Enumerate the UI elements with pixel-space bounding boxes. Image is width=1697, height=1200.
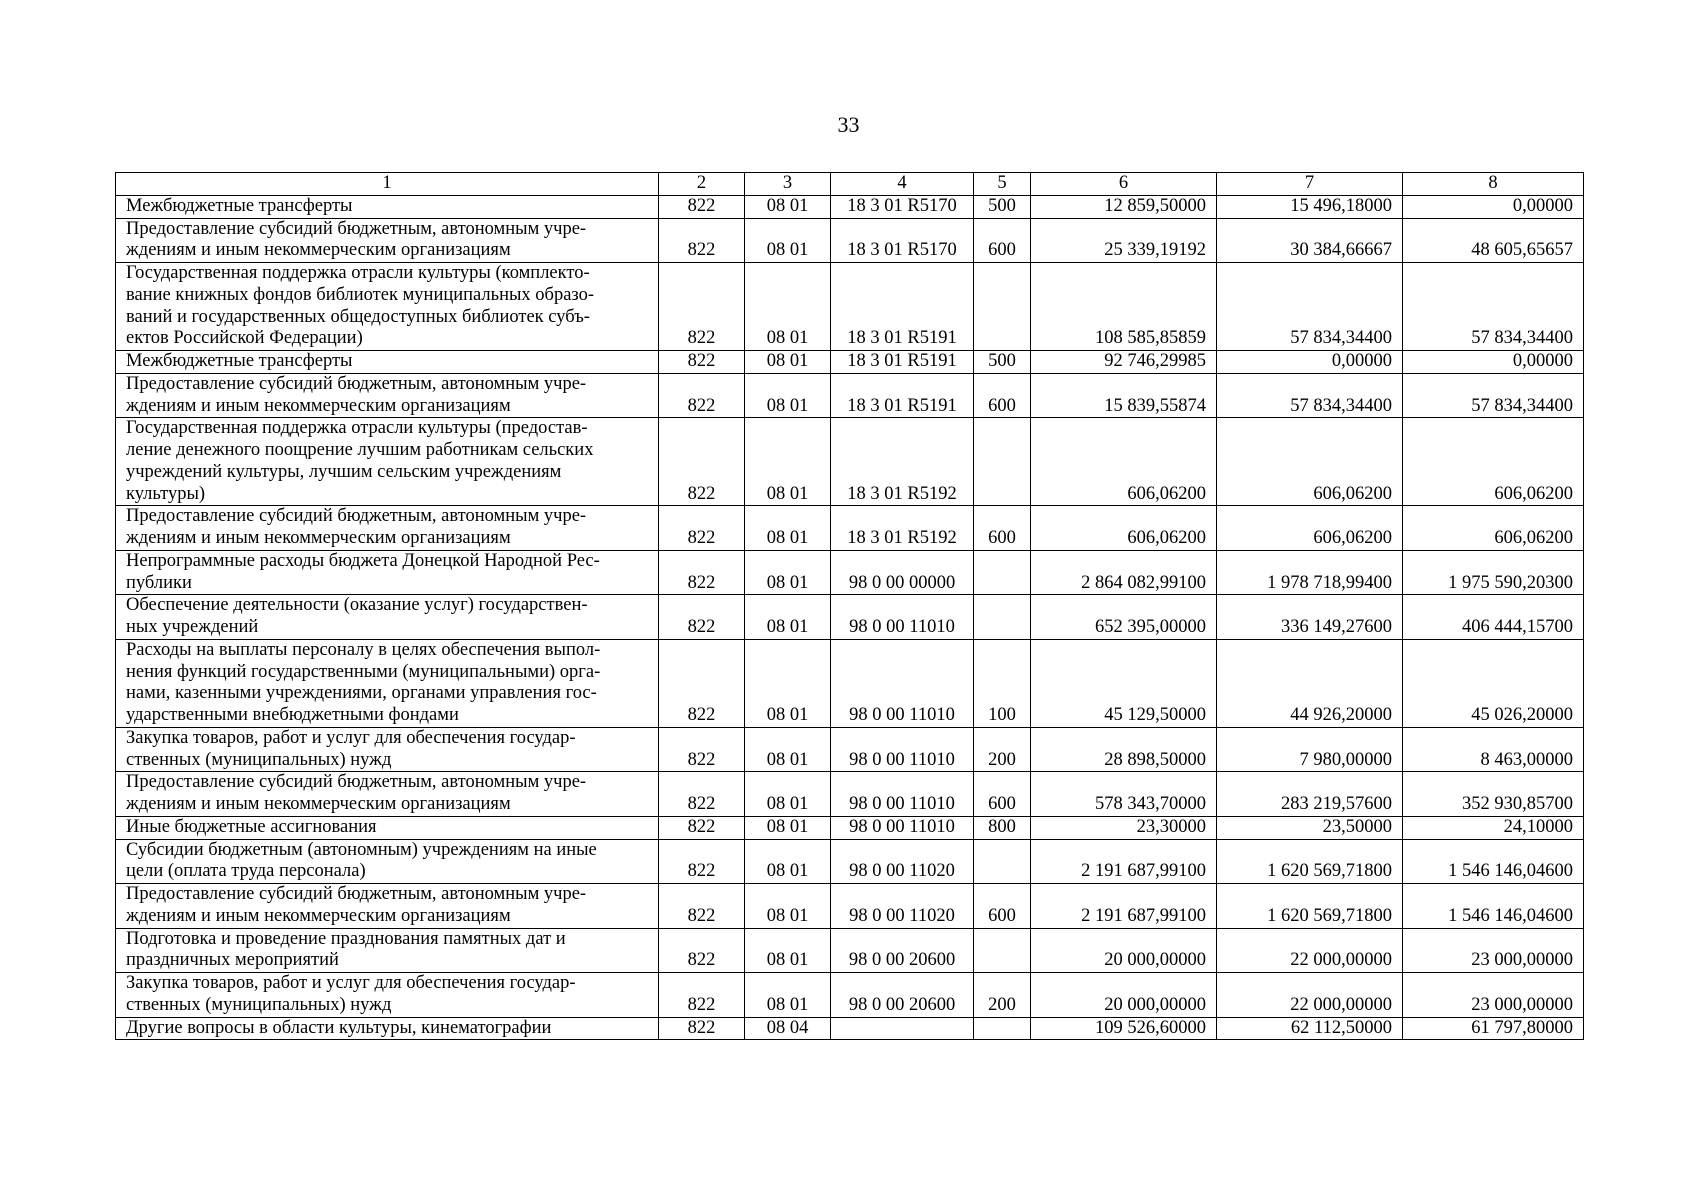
amount-col8-cell: 352 930,85700 xyxy=(1403,772,1584,817)
expense-name-cell xyxy=(116,351,659,374)
target-article-cell: 98 0 00 11020 xyxy=(831,839,974,884)
subsection-code-cell: 08 01 xyxy=(745,973,831,1018)
table-row xyxy=(116,727,1584,772)
table-row xyxy=(116,351,1584,374)
section-code-cell: 822 xyxy=(659,418,745,506)
amount-col7-cell: 57 834,34400 xyxy=(1217,373,1403,418)
amount-col6-cell: 606,06200 xyxy=(1031,506,1217,551)
amount-col8-cell: 0,00000 xyxy=(1403,195,1584,218)
amount-col8-cell: 45 026,20000 xyxy=(1403,639,1584,727)
table-row xyxy=(116,973,1584,1018)
table-row xyxy=(116,418,1584,506)
expense-name-cell xyxy=(116,550,659,595)
column-number-row xyxy=(116,173,1584,196)
subsection-code-cell: 08 01 xyxy=(745,839,831,884)
expense-name-line: ждениям и иным некоммерческим организациям xyxy=(126,528,511,548)
expense-type-cell: 600 xyxy=(974,884,1031,929)
amount-col8-cell: 1 975 590,20300 xyxy=(1403,550,1584,595)
expense-type-cell xyxy=(974,418,1031,506)
column-number: 2 xyxy=(659,173,745,196)
target-article-cell: 98 0 00 11010 xyxy=(831,639,974,727)
expense-name-cell xyxy=(116,772,659,817)
expense-type-cell xyxy=(974,1017,1031,1040)
table-row xyxy=(116,639,1584,727)
expense-name-line: Государственная поддержка отрасли культуры (предостав- xyxy=(126,418,588,439)
expense-name-cell xyxy=(116,373,659,418)
expense-type-cell xyxy=(974,839,1031,884)
amount-col6-cell: 109 526,60000 xyxy=(1031,1017,1217,1040)
expense-name-cell xyxy=(116,816,659,839)
expense-type-cell: 600 xyxy=(974,373,1031,418)
target-article-cell: 18 3 01 R5170 xyxy=(831,218,974,263)
subsection-code-cell: 08 01 xyxy=(745,195,831,218)
amount-col8-cell: 8 463,00000 xyxy=(1403,727,1584,772)
expense-name-line: Предоставление субсидий бюджетным, автономным учре- xyxy=(126,218,587,239)
expense-type-cell: 800 xyxy=(974,816,1031,839)
subsection-code-cell: 08 01 xyxy=(745,595,831,640)
amount-col8-cell: 57 834,34400 xyxy=(1403,373,1584,418)
amount-col8-cell: 606,06200 xyxy=(1403,418,1584,506)
expense-name-cell xyxy=(116,727,659,772)
amount-col6-cell: 92 746,29985 xyxy=(1031,351,1217,374)
expense-name-line: ектов Российской Федерации) xyxy=(126,328,363,349)
amount-col8-cell: 406 444,15700 xyxy=(1403,595,1584,640)
expense-name-line: ждениям и иным некоммерческим организациям xyxy=(126,240,511,261)
expense-name-line: ных учреждений xyxy=(126,617,259,637)
target-article-cell xyxy=(831,1017,974,1040)
amount-col8-cell: 606,06200 xyxy=(1403,506,1584,551)
expense-name-line: ваний и государственных общедоступных библиотек субъ- xyxy=(126,306,590,327)
amount-col6-cell: 578 343,70000 xyxy=(1031,772,1217,817)
subsection-code-cell: 08 01 xyxy=(745,772,831,817)
budget-table xyxy=(115,172,1584,1040)
section-code-cell: 822 xyxy=(659,816,745,839)
expense-name-line: культуры) xyxy=(126,483,206,504)
column-number: 4 xyxy=(831,173,974,196)
column-number: 5 xyxy=(974,173,1031,196)
amount-col7-cell: 15 496,18000 xyxy=(1217,195,1403,218)
target-article-cell: 18 3 01 R5191 xyxy=(831,373,974,418)
subsection-code-cell: 08 01 xyxy=(745,727,831,772)
expense-name-line: вание книжных фондов библиотек муниципальных образо- xyxy=(126,284,595,305)
target-article-cell: 98 0 00 20600 xyxy=(831,928,974,973)
amount-col7-cell: 1 620 569,71800 xyxy=(1217,884,1403,929)
amount-col7-cell: 22 000,00000 xyxy=(1217,928,1403,973)
expense-name-line: ждениям и иным некоммерческим организациям xyxy=(126,905,511,926)
amount-col6-cell: 12 859,50000 xyxy=(1031,195,1217,218)
amount-col6-cell: 108 585,85859 xyxy=(1031,263,1217,351)
section-code-cell: 822 xyxy=(659,839,745,884)
amount-col7-cell: 606,06200 xyxy=(1217,418,1403,506)
section-code-cell: 822 xyxy=(659,884,745,929)
table-row xyxy=(116,218,1584,263)
expense-name-cell xyxy=(116,973,659,1018)
expense-name-line: Закупка товаров, работ и услуг для обеспечения государ- xyxy=(126,727,576,748)
expense-name-line: цели (оплата труда персонала) xyxy=(126,861,366,882)
target-article-cell: 18 3 01 R5192 xyxy=(831,506,974,551)
subsection-code-cell: 08 01 xyxy=(745,373,831,418)
target-article-cell: 98 0 00 11010 xyxy=(831,816,974,839)
amount-col6-cell: 20 000,00000 xyxy=(1031,973,1217,1018)
section-code-cell: 822 xyxy=(659,506,745,551)
expense-name-cell xyxy=(116,928,659,973)
expense-name-line: Предоставление субсидий бюджетным, автономным учре- xyxy=(126,884,587,904)
table-row xyxy=(116,1017,1584,1040)
section-code-cell: 822 xyxy=(659,727,745,772)
amount-col8-cell: 48 605,65657 xyxy=(1403,218,1584,263)
table-row xyxy=(116,506,1584,551)
expense-name-line: Государственная поддержка отрасли культуры (комплекто- xyxy=(126,263,590,283)
table-row xyxy=(116,928,1584,973)
section-code-cell: 822 xyxy=(659,928,745,973)
amount-col7-cell: 23,50000 xyxy=(1217,816,1403,839)
amount-col6-cell: 28 898,50000 xyxy=(1031,727,1217,772)
section-code-cell: 822 xyxy=(659,263,745,351)
amount-col6-cell: 15 839,55874 xyxy=(1031,373,1217,418)
expense-type-cell: 200 xyxy=(974,973,1031,1018)
subsection-code-cell: 08 01 xyxy=(745,418,831,506)
expense-name-line: ударственными внебюджетными фондами xyxy=(126,705,459,725)
expense-name-line: Закупка товаров, работ и услуг для обеспечения государ- xyxy=(126,973,576,993)
amount-col7-cell: 336 149,27600 xyxy=(1217,595,1403,640)
expense-name-cell xyxy=(116,595,659,640)
target-article-cell: 18 3 01 R5170 xyxy=(831,195,974,218)
expense-type-cell: 500 xyxy=(974,195,1031,218)
amount-col7-cell: 62 112,50000 xyxy=(1217,1017,1403,1040)
target-article-cell: 98 0 00 11020 xyxy=(831,884,974,929)
amount-col6-cell: 20 000,00000 xyxy=(1031,928,1217,973)
expense-name-line: Обеспечение деятельности (оказание услуг) государствен- xyxy=(126,595,588,616)
expense-name-line: ждениям и иным некоммерческим организациям xyxy=(126,794,511,814)
amount-col7-cell: 44 926,20000 xyxy=(1217,639,1403,727)
amount-col6-cell: 2 191 687,99100 xyxy=(1031,839,1217,884)
expense-name-line: Межбюджетные трансферты xyxy=(126,351,353,371)
expense-type-cell xyxy=(974,550,1031,595)
amount-col6-cell: 2 191 687,99100 xyxy=(1031,884,1217,929)
expense-type-cell: 600 xyxy=(974,772,1031,817)
table-row xyxy=(116,884,1584,929)
amount-col7-cell: 1 620 569,71800 xyxy=(1217,839,1403,884)
expense-type-cell xyxy=(974,263,1031,351)
amount-col8-cell: 23 000,00000 xyxy=(1403,928,1584,973)
expense-name-line: Подготовка и проведение празднования памятных дат и xyxy=(126,928,566,949)
expense-type-cell: 500 xyxy=(974,351,1031,374)
subsection-code-cell: 08 01 xyxy=(745,506,831,551)
expense-name-cell xyxy=(116,263,659,351)
target-article-cell: 98 0 00 11010 xyxy=(831,772,974,817)
expense-name-line: ждениям и иным некоммерческим организациям xyxy=(126,395,511,416)
expense-name-cell xyxy=(116,884,659,929)
expense-name-line: Иные бюджетные ассигнования xyxy=(126,816,377,837)
table-row xyxy=(116,550,1584,595)
amount-col8-cell: 0,00000 xyxy=(1403,351,1584,374)
target-article-cell: 18 3 01 R5191 xyxy=(831,351,974,374)
expense-name-cell xyxy=(116,506,659,551)
amount-col7-cell: 7 980,00000 xyxy=(1217,727,1403,772)
subsection-code-cell: 08 01 xyxy=(745,816,831,839)
expense-name-line: Другие вопросы в области культуры, кинематографии xyxy=(126,1017,552,1038)
table-row xyxy=(116,772,1584,817)
budget-table-body xyxy=(116,173,1584,1040)
amount-col6-cell: 606,06200 xyxy=(1031,418,1217,506)
section-code-cell: 822 xyxy=(659,195,745,218)
section-code-cell: 822 xyxy=(659,550,745,595)
table-row xyxy=(116,195,1584,218)
section-code-cell: 822 xyxy=(659,595,745,640)
expense-type-cell xyxy=(974,595,1031,640)
amount-col7-cell: 1 978 718,99400 xyxy=(1217,550,1403,595)
amount-col8-cell: 61 797,80000 xyxy=(1403,1017,1584,1040)
expense-name-cell xyxy=(116,218,659,263)
expense-type-cell: 100 xyxy=(974,639,1031,727)
amount-col8-cell: 23 000,00000 xyxy=(1403,973,1584,1018)
target-article-cell: 18 3 01 R5191 xyxy=(831,263,974,351)
amount-col7-cell: 57 834,34400 xyxy=(1217,263,1403,351)
amount-col8-cell: 1 546 146,04600 xyxy=(1403,839,1584,884)
expense-name-line: публики xyxy=(126,572,192,593)
target-article-cell: 18 3 01 R5192 xyxy=(831,418,974,506)
expense-name-line: учреждений культуры, лучшим сельским учреждениям xyxy=(126,461,562,482)
expense-name-line: ственных (муниципальных) нужд xyxy=(126,749,392,770)
amount-col8-cell: 57 834,34400 xyxy=(1403,263,1584,351)
section-code-cell: 822 xyxy=(659,1017,745,1040)
amount-col7-cell: 0,00000 xyxy=(1217,351,1403,374)
amount-col8-cell: 24,10000 xyxy=(1403,816,1584,839)
expense-name-line: Субсидии бюджетным (автономным) учреждениям на иные xyxy=(126,839,597,860)
column-number: 3 xyxy=(745,173,831,196)
expense-type-cell: 600 xyxy=(974,506,1031,551)
expense-name-line: ственных (муниципальных) нужд xyxy=(126,994,392,1015)
subsection-code-cell: 08 01 xyxy=(745,218,831,263)
subsection-code-cell: 08 01 xyxy=(745,351,831,374)
section-code-cell: 822 xyxy=(659,639,745,727)
subsection-code-cell: 08 01 xyxy=(745,884,831,929)
subsection-code-cell: 08 01 xyxy=(745,263,831,351)
section-code-cell: 822 xyxy=(659,218,745,263)
page-number: 33 xyxy=(837,112,860,137)
expense-name-line: нения функций государственными (муниципальными) орга- xyxy=(126,661,601,682)
section-code-cell: 822 xyxy=(659,351,745,374)
expense-name-cell xyxy=(116,418,659,506)
target-article-cell: 98 0 00 00000 xyxy=(831,550,974,595)
expense-name-cell xyxy=(116,839,659,884)
amount-col6-cell: 2 864 082,99100 xyxy=(1031,550,1217,595)
expense-type-cell: 600 xyxy=(974,218,1031,263)
expense-name-cell xyxy=(116,1017,659,1040)
section-code-cell: 822 xyxy=(659,772,745,817)
expense-name-cell xyxy=(116,639,659,727)
expense-name-line: Предоставление субсидий бюджетным, автономным учре- xyxy=(126,506,587,527)
subsection-code-cell: 08 04 xyxy=(745,1017,831,1040)
column-number: 1 xyxy=(116,173,659,196)
expense-name-line: Межбюджетные трансферты xyxy=(126,195,353,216)
table-row xyxy=(116,595,1584,640)
column-number: 7 xyxy=(1217,173,1403,196)
expense-name-line: Расходы на выплаты персоналу в целях обеспечения выпол- xyxy=(126,639,601,660)
amount-col6-cell: 23,30000 xyxy=(1031,816,1217,839)
expense-name-line: ление денежного поощрение лучшим работникам сельских xyxy=(126,440,594,460)
amount-col7-cell: 22 000,00000 xyxy=(1217,973,1403,1018)
target-article-cell: 98 0 00 11010 xyxy=(831,727,974,772)
amount-col7-cell: 606,06200 xyxy=(1217,506,1403,551)
amount-col6-cell: 652 395,00000 xyxy=(1031,595,1217,640)
section-code-cell: 822 xyxy=(659,373,745,418)
expense-type-cell xyxy=(974,928,1031,973)
expense-name-line: нами, казенными учреждениями, органами управления гос- xyxy=(126,683,597,704)
expense-type-cell: 200 xyxy=(974,727,1031,772)
amount-col6-cell: 25 339,19192 xyxy=(1031,218,1217,263)
expense-name-line: Непрограммные расходы бюджета Донецкой Народной Рес- xyxy=(126,550,600,571)
expense-name-line: праздничных мероприятий xyxy=(126,950,339,971)
target-article-cell: 98 0 00 20600 xyxy=(831,973,974,1018)
amount-col6-cell: 45 129,50000 xyxy=(1031,639,1217,727)
amount-col8-cell: 1 546 146,04600 xyxy=(1403,884,1584,929)
table-row xyxy=(116,816,1584,839)
amount-col7-cell: 283 219,57600 xyxy=(1217,772,1403,817)
target-article-cell: 98 0 00 11010 xyxy=(831,595,974,640)
section-code-cell: 822 xyxy=(659,973,745,1018)
subsection-code-cell: 08 01 xyxy=(745,639,831,727)
expense-name-cell xyxy=(116,195,659,218)
table-row xyxy=(116,263,1584,351)
subsection-code-cell: 08 01 xyxy=(745,550,831,595)
table-row xyxy=(116,839,1584,884)
expense-name-line: Предоставление субсидий бюджетным, автономным учре- xyxy=(126,373,587,394)
subsection-code-cell: 08 01 xyxy=(745,928,831,973)
amount-col7-cell: 30 384,66667 xyxy=(1217,218,1403,263)
expense-name-line: Предоставление субсидий бюджетным, автономным учре- xyxy=(126,772,587,793)
column-number: 6 xyxy=(1031,173,1217,196)
column-number: 8 xyxy=(1403,173,1584,196)
table-row xyxy=(116,373,1584,418)
